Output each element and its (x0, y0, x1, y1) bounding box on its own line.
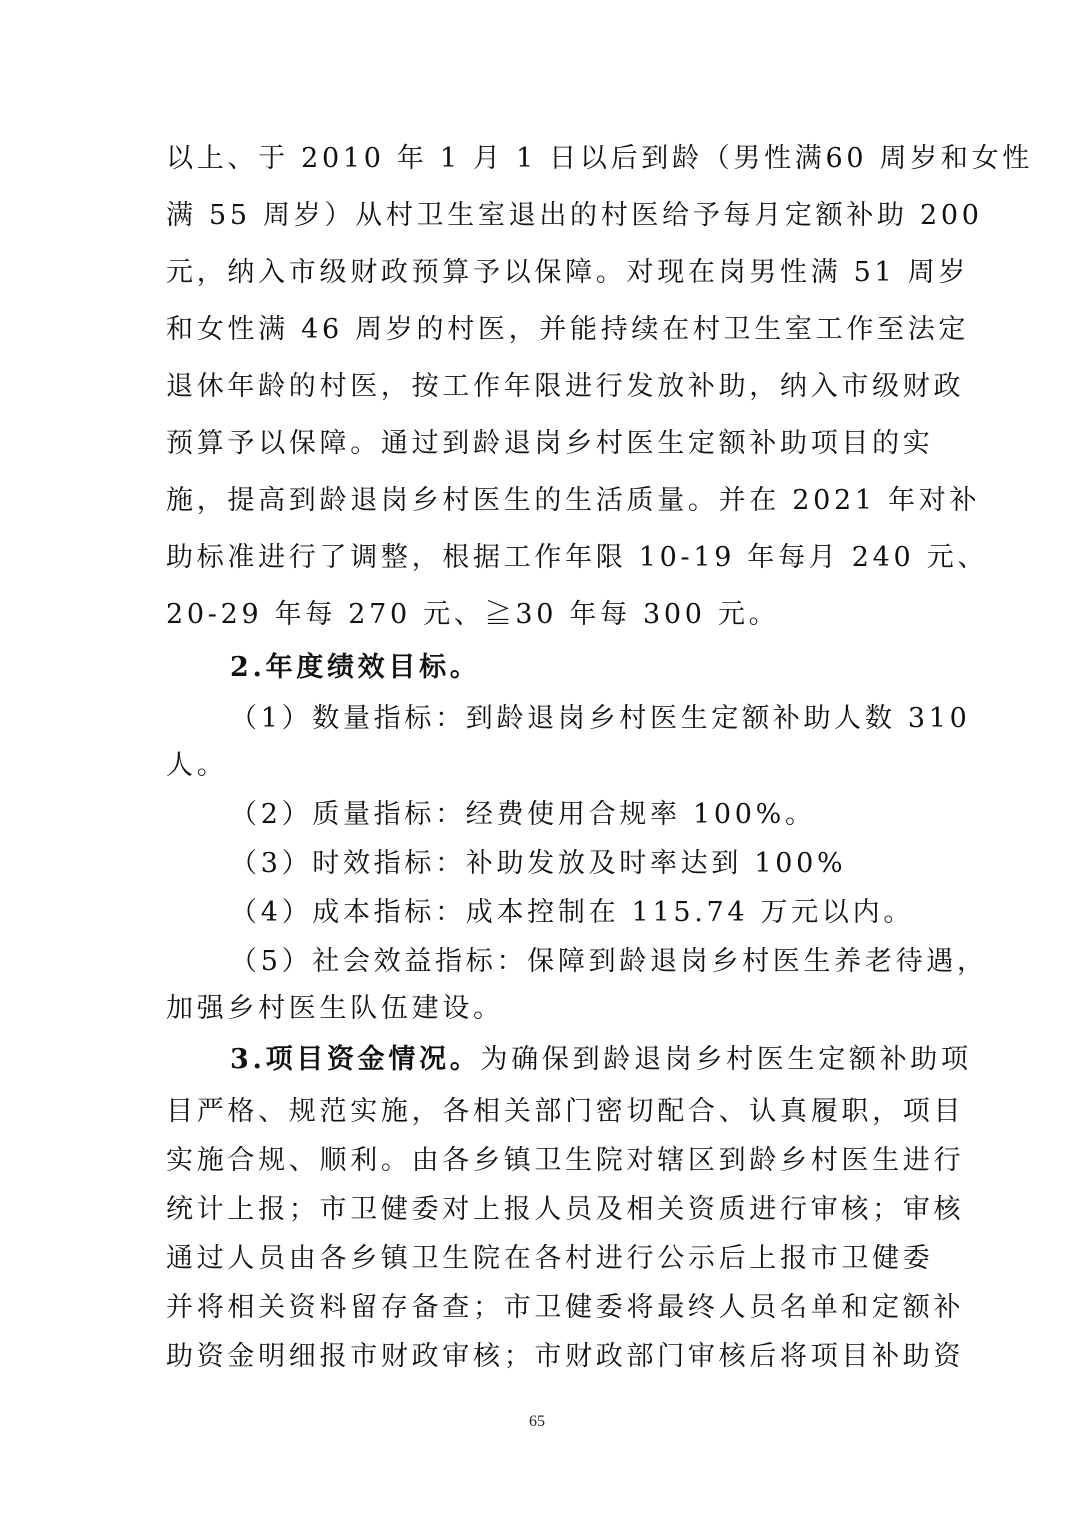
body-line: 通过人员由各乡镇卫生院在各村进行公示后上报市卫健委 (166, 1243, 934, 1274)
body-line: 施，提高到龄退岗乡村医生的生活质量。并在 2021 年对补 (166, 485, 981, 516)
section3-first-line (230, 1040, 972, 1080)
body-line: 助资金明细报市财政审核；市财政部门审核后将项目补助资 (166, 1341, 965, 1372)
body-line: 助标准进行了调整，根据工作年限 10-19 年每月 240 元、 (166, 542, 989, 573)
body-line: 退休年龄的村医，按工作年限进行发放补助，纳入市级财政 (166, 371, 965, 402)
indicator-item: （3）时效指标：补助发放及时率达到 100% (230, 848, 847, 879)
page-number: 65 (529, 1413, 545, 1430)
indicator-item-continuation: 加强乡村医生队伍建设。 (166, 993, 504, 1024)
indicator-item: （5）社会效益指标：保障到龄退岗乡村医生养老待遇， (230, 946, 988, 977)
body-line: 满 55 周岁）从村卫生室退出的村医给予每月定额补助 200 (166, 200, 983, 231)
indicator-item: （1）数量指标：到龄退岗乡村医生定额补助人数 310 (230, 703, 971, 734)
body-line: 统计上报；市卫健委对上报人员及相关资质进行审核；审核 (166, 1194, 965, 1225)
body-line: 实施合规、顺利。由各乡镇卫生院对辖区到龄乡村医生进行 (166, 1145, 965, 1176)
section3-first-line-text: 为确保到龄退岗乡村医生定额补助项 (480, 1044, 972, 1075)
body-line: 20-29 年每 270 元、≧30 年每 300 元。 (166, 599, 780, 630)
body-line: 和女性满 46 周岁的村医，并能持续在村卫生室工作至法定 (166, 314, 970, 345)
body-line: 元，纳入市级财政预算予以保障。对现在岗男性满 51 周岁 (166, 257, 970, 288)
body-line: 预算予以保障。通过到龄退岗乡村医生定额补助项目的实 (166, 428, 934, 459)
section-heading: 2.年度绩效目标。 (230, 652, 481, 683)
body-line: 以上、于 2010 年 1 月 1 日以后到龄（男性满60 周岁和女性 (166, 143, 1034, 174)
indicator-item: （4）成本指标：成本控制在 115.74 万元以内。 (230, 897, 915, 928)
indicator-item-continuation: 人。 (166, 750, 228, 781)
body-line: 并将相关资料留存备查；市卫健委将最终人员名单和定额补 (166, 1292, 965, 1323)
section-heading: 3.项目资金情况。 (230, 1044, 481, 1075)
body-line: 目严格、规范实施，各相关部门密切配合、认真履职，项目 (166, 1096, 965, 1127)
indicator-item: （2）质量指标：经费使用合规率 100%。 (230, 799, 816, 830)
